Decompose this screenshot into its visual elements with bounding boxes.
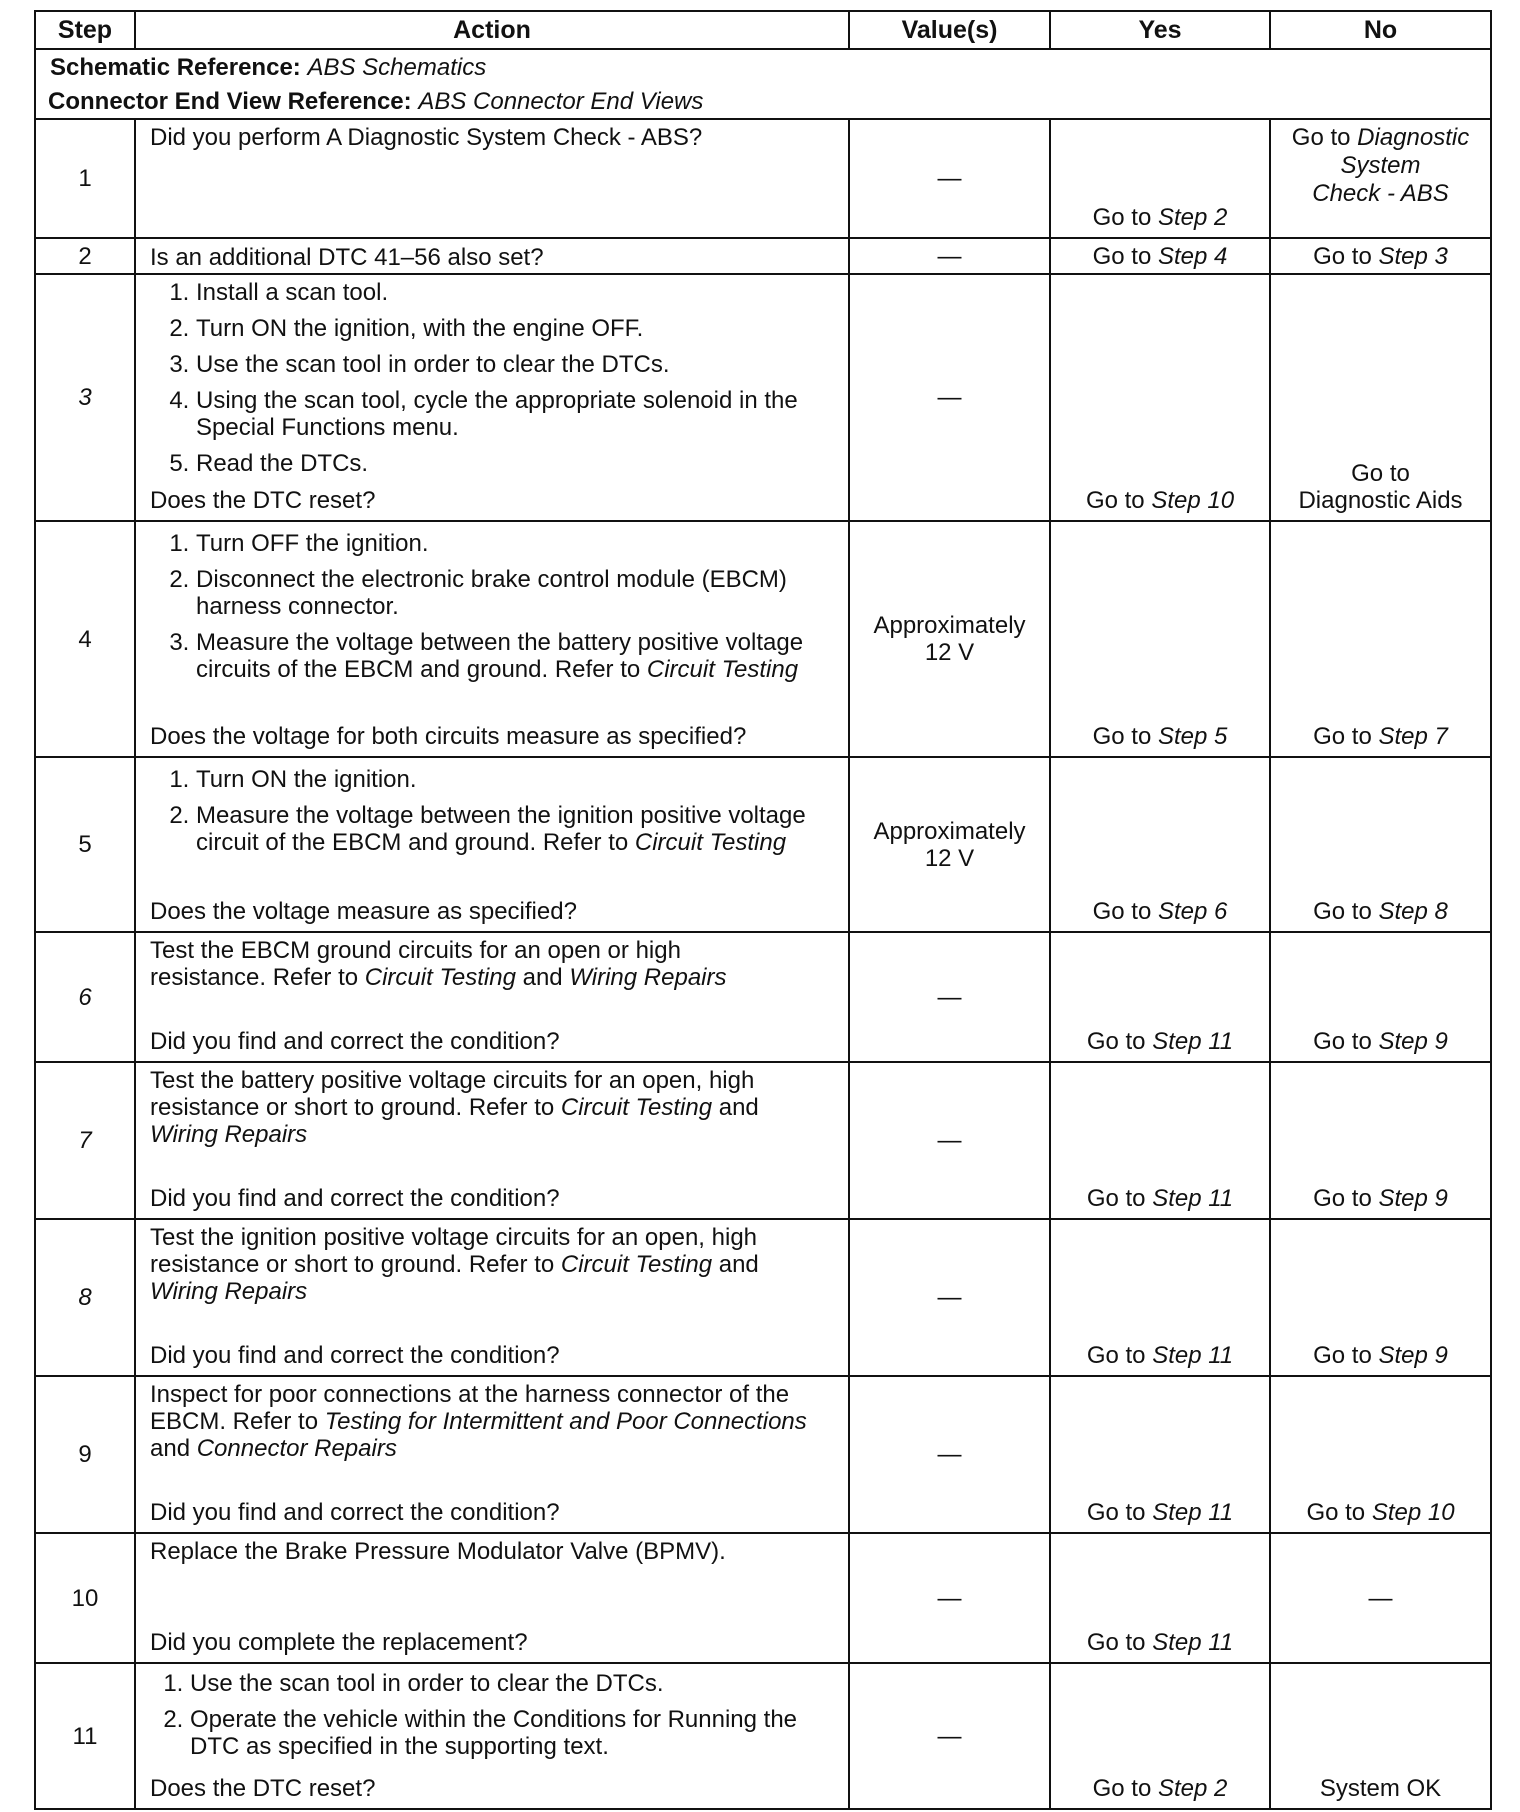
yes-cell	[1050, 1219, 1270, 1376]
yes-cell	[1050, 238, 1270, 274]
action-text-body: Test the battery positive voltage circuits for an open, high resistance or short to ground. Refer to	[150, 1067, 755, 1121]
no-link[interactable]: Step 7	[1378, 723, 1448, 750]
value-cell: —	[849, 1219, 1050, 1376]
action-cell	[135, 1376, 849, 1533]
yes-cell	[1050, 1062, 1270, 1219]
table-row-step-9	[35, 1376, 1491, 1533]
action-cell	[135, 521, 849, 757]
list-item: 2. Operate the vehicle within the Conditions for Running the DTC as specified in the supporting text.	[190, 1706, 840, 1760]
step-number: 4	[35, 521, 135, 757]
value-cell: —	[849, 119, 1050, 238]
value-cell: —	[849, 238, 1050, 274]
no-cell: System OK	[1270, 1663, 1491, 1809]
no-cell: —	[1270, 1533, 1491, 1663]
action-question: Did you perform A Diagnostic System Check - ABS?	[150, 124, 703, 151]
yes-cell	[1050, 932, 1270, 1062]
action-steps-list	[150, 766, 840, 856]
action-cell	[135, 1062, 849, 1219]
no-cell	[1270, 757, 1491, 932]
list-item: 2. Turn ON the ignition, with the engine OFF.	[196, 315, 840, 342]
go-to-text: Go to	[1086, 1185, 1146, 1212]
value-cell: —	[849, 1062, 1050, 1219]
step-number: 2	[35, 238, 135, 274]
list-item-text: Measure the voltage between the ignition positive voltage circuit of the EBCM and ground. Refer to	[196, 802, 806, 856]
and-text: and	[522, 964, 563, 991]
list-item-text: Measure the voltage between the battery positive voltage circuits of the EBCM and ground. Refer to	[196, 629, 804, 683]
no-cell	[1270, 1376, 1491, 1533]
no-link[interactable]: Step 9	[1378, 1342, 1448, 1369]
action-steps-list	[150, 279, 840, 477]
go-to-text: Go to	[1092, 204, 1152, 231]
diagnostic-table	[34, 10, 1492, 1810]
table-row-step-6	[35, 932, 1491, 1062]
step-number: 6	[35, 932, 135, 1062]
yes-cell	[1050, 119, 1270, 238]
wiring-repairs-link[interactable]: Wiring Repairs	[150, 1121, 308, 1148]
no-link-line-3[interactable]: Check - ABS	[1312, 180, 1449, 207]
action-text	[150, 1381, 830, 1462]
action-text	[150, 1224, 830, 1305]
yes-cell	[1050, 521, 1270, 757]
no-link[interactable]: Diagnostic Aids	[1298, 487, 1463, 514]
step-number: 10	[35, 1533, 135, 1663]
step-number: 7	[35, 1062, 135, 1219]
action-cell	[135, 274, 849, 521]
action-cell	[135, 1663, 849, 1809]
yes-link[interactable]: Step 11	[1152, 1629, 1234, 1656]
go-to-text: Go to	[1086, 1028, 1146, 1055]
step-number: 8	[35, 1219, 135, 1376]
list-item: 2. Disconnect the electronic brake control module (EBCM) harness connector.	[196, 566, 840, 620]
step-number: 11	[35, 1663, 135, 1809]
header-row	[35, 11, 1491, 49]
header-yes: Yes	[1050, 11, 1270, 49]
action-question: Did you find and correct the condition?	[150, 1185, 560, 1212]
no-cell	[1270, 238, 1491, 274]
go-to-text: Go to	[1313, 242, 1372, 270]
and-text: and	[150, 1435, 191, 1462]
action-cell	[135, 238, 849, 274]
header-values: Value(s)	[849, 11, 1050, 49]
action-text: Replace the Brake Pressure Modulator Valve (BPMV).	[150, 1538, 726, 1565]
intermittent-connections-link[interactable]: Testing for Intermittent and Poor Connections	[324, 1408, 807, 1435]
yes-link[interactable]: Step 2	[1157, 1775, 1228, 1802]
list-item: 1. Use the scan tool in order to clear the DTCs.	[190, 1670, 840, 1697]
action-cell	[135, 757, 849, 932]
and-text: and	[718, 1094, 759, 1121]
action-question: Did you find and correct the condition?	[150, 1342, 560, 1369]
wiring-repairs-link[interactable]: Wiring Repairs	[150, 1278, 308, 1305]
go-to-text: Go to	[1313, 723, 1372, 750]
step-number: 5	[35, 757, 135, 932]
table-row-step-3	[35, 274, 1491, 521]
yes-link[interactable]: Step 11	[1152, 1028, 1234, 1055]
table-row-step-4	[35, 521, 1491, 757]
action-text	[150, 1067, 830, 1148]
diagnostic-table-document	[34, 10, 1490, 1810]
no-link[interactable]: Step 9	[1378, 1185, 1448, 1212]
action-cell	[135, 119, 849, 238]
schematic-reference-label: Schematic Reference:	[50, 53, 301, 81]
value-cell: —	[849, 1533, 1050, 1663]
go-to-text: Go to	[1291, 124, 1351, 151]
no-link-line-2[interactable]: System	[1340, 152, 1421, 179]
no-cell	[1270, 119, 1491, 238]
action-steps-list	[150, 530, 840, 683]
yes-link[interactable]: Step 6	[1157, 898, 1228, 925]
schematic-reference-row	[35, 49, 1491, 84]
connector-reference-row	[35, 84, 1491, 119]
value-line-1: Approximately	[873, 612, 1026, 639]
yes-link[interactable]: Step 11	[1152, 1499, 1234, 1526]
value-line-2: 12 V	[924, 639, 975, 666]
go-to-text: Go to	[1313, 1342, 1372, 1369]
no-link[interactable]: Step 3	[1378, 242, 1448, 270]
go-to-text: Go to	[1092, 723, 1152, 750]
go-to-text: Go to	[1313, 1028, 1372, 1055]
list-item: 3. Use the scan tool in order to clear the DTCs.	[196, 351, 840, 378]
connector-reference	[35, 84, 1491, 119]
circuit-testing-link[interactable]: Circuit Testing	[634, 829, 787, 856]
yes-cell	[1050, 757, 1270, 932]
schematic-reference	[35, 49, 1491, 84]
list-item: 1. Install a scan tool.	[196, 279, 840, 306]
action-question: Does the voltage for both circuits measure as specified?	[150, 723, 747, 750]
step-number: 3	[35, 274, 135, 521]
list-item: 4. Using the scan tool, cycle the appropriate solenoid in the Special Functions menu.	[196, 387, 840, 441]
connector-repairs-link[interactable]: Connector Repairs	[196, 1435, 397, 1462]
action-question: Is an additional DTC 41–56 also set?	[150, 243, 544, 271]
table-row-step-1	[35, 119, 1491, 238]
go-to-text: Go to	[1092, 1775, 1152, 1802]
no-cell	[1270, 274, 1491, 521]
value-cell	[849, 521, 1050, 757]
no-link-line-1[interactable]: Diagnostic	[1357, 124, 1470, 151]
table-row-step-11	[35, 1663, 1491, 1809]
go-to-text: Go to	[1351, 460, 1410, 487]
table-row-step-10	[35, 1533, 1491, 1663]
no-cell	[1270, 932, 1491, 1062]
action-cell	[135, 1533, 849, 1663]
go-to-text: Go to	[1085, 487, 1145, 514]
list-item	[196, 629, 840, 683]
yes-cell	[1050, 1663, 1270, 1809]
go-to-text: Go to	[1306, 1499, 1366, 1526]
no-link[interactable]: Step 10	[1371, 1499, 1455, 1526]
go-to-text: Go to	[1092, 898, 1152, 925]
no-link[interactable]: Step 9	[1378, 1028, 1448, 1055]
table-row-step-8	[35, 1219, 1491, 1376]
circuit-testing-link[interactable]: Circuit Testing	[560, 1251, 713, 1278]
yes-link[interactable]: Step 11	[1152, 1185, 1234, 1212]
yes-link[interactable]: Step 5	[1157, 723, 1228, 750]
and-text: and	[718, 1251, 759, 1278]
value-cell: —	[849, 274, 1050, 521]
yes-link[interactable]: Step 11	[1152, 1342, 1234, 1369]
action-question: Does the DTC reset?	[150, 487, 376, 514]
no-cell	[1270, 1219, 1491, 1376]
action-text	[150, 937, 750, 991]
list-item: 1. Turn OFF the ignition.	[196, 530, 840, 557]
go-to-text: Go to	[1086, 1629, 1146, 1656]
go-to-text: Go to	[1313, 898, 1372, 925]
action-cell	[135, 932, 849, 1062]
no-cell	[1270, 1062, 1491, 1219]
connector-reference-label: Connector End View Reference:	[48, 87, 412, 115]
action-question: Did you find and correct the condition?	[150, 1028, 560, 1055]
value-cell	[849, 757, 1050, 932]
table-row-step-2	[35, 238, 1491, 274]
go-to-text: Go to	[1086, 1342, 1146, 1369]
yes-cell	[1050, 1376, 1270, 1533]
no-link[interactable]: Step 8	[1378, 898, 1448, 925]
table-row-step-5	[35, 757, 1491, 932]
connector-reference-link[interactable]: ABS Connector End Views	[418, 87, 704, 115]
go-to-text: Go to	[1086, 1499, 1146, 1526]
value-cell: —	[849, 932, 1050, 1062]
action-question: Did you complete the replacement?	[150, 1629, 528, 1656]
go-to-text: Go to	[1313, 1185, 1372, 1212]
header-step: Step	[35, 11, 135, 49]
list-item: 1. Turn ON the ignition.	[196, 766, 840, 793]
yes-link[interactable]: Step 4	[1157, 242, 1228, 270]
go-to-text: Go to	[1092, 242, 1152, 270]
action-text-body: Test the ignition positive voltage circuits for an open, high resistance or short to ground. Refer to	[150, 1224, 758, 1278]
wiring-repairs-link[interactable]: Wiring Repairs	[569, 964, 727, 991]
action-question: Does the DTC reset?	[150, 1775, 376, 1802]
yes-link[interactable]: Step 2	[1157, 204, 1228, 231]
circuit-testing-link[interactable]: Circuit Testing	[646, 656, 799, 683]
step-number: 9	[35, 1376, 135, 1533]
value-cell: —	[849, 1663, 1050, 1809]
yes-link[interactable]: Step 10	[1151, 487, 1235, 514]
action-text-body: Test the EBCM ground circuits for an open or high resistance. Refer to	[150, 937, 681, 991]
schematic-reference-link[interactable]: ABS Schematics	[307, 53, 487, 81]
header-no: No	[1270, 11, 1491, 49]
circuit-testing-link[interactable]: Circuit Testing	[364, 964, 516, 991]
header-action: Action	[135, 11, 849, 49]
action-text-body: Inspect for poor connections at the harness connector of the EBCM. Refer to	[150, 1381, 790, 1435]
action-cell	[135, 1219, 849, 1376]
step-number: 1	[35, 119, 135, 238]
value-cell: —	[849, 1376, 1050, 1533]
circuit-testing-link[interactable]: Circuit Testing	[560, 1094, 713, 1121]
value-line-2: 12 V	[924, 844, 975, 872]
action-question: Does the voltage measure as specified?	[150, 898, 577, 925]
yes-cell	[1050, 274, 1270, 521]
yes-cell	[1050, 1533, 1270, 1663]
table-row-step-7	[35, 1062, 1491, 1219]
list-item	[196, 802, 840, 856]
list-item: 5. Read the DTCs.	[196, 450, 840, 477]
action-steps-list	[150, 1670, 840, 1760]
action-question: Did you find and correct the condition?	[150, 1499, 560, 1526]
value-line-1: Approximately	[873, 817, 1026, 845]
no-cell	[1270, 521, 1491, 757]
